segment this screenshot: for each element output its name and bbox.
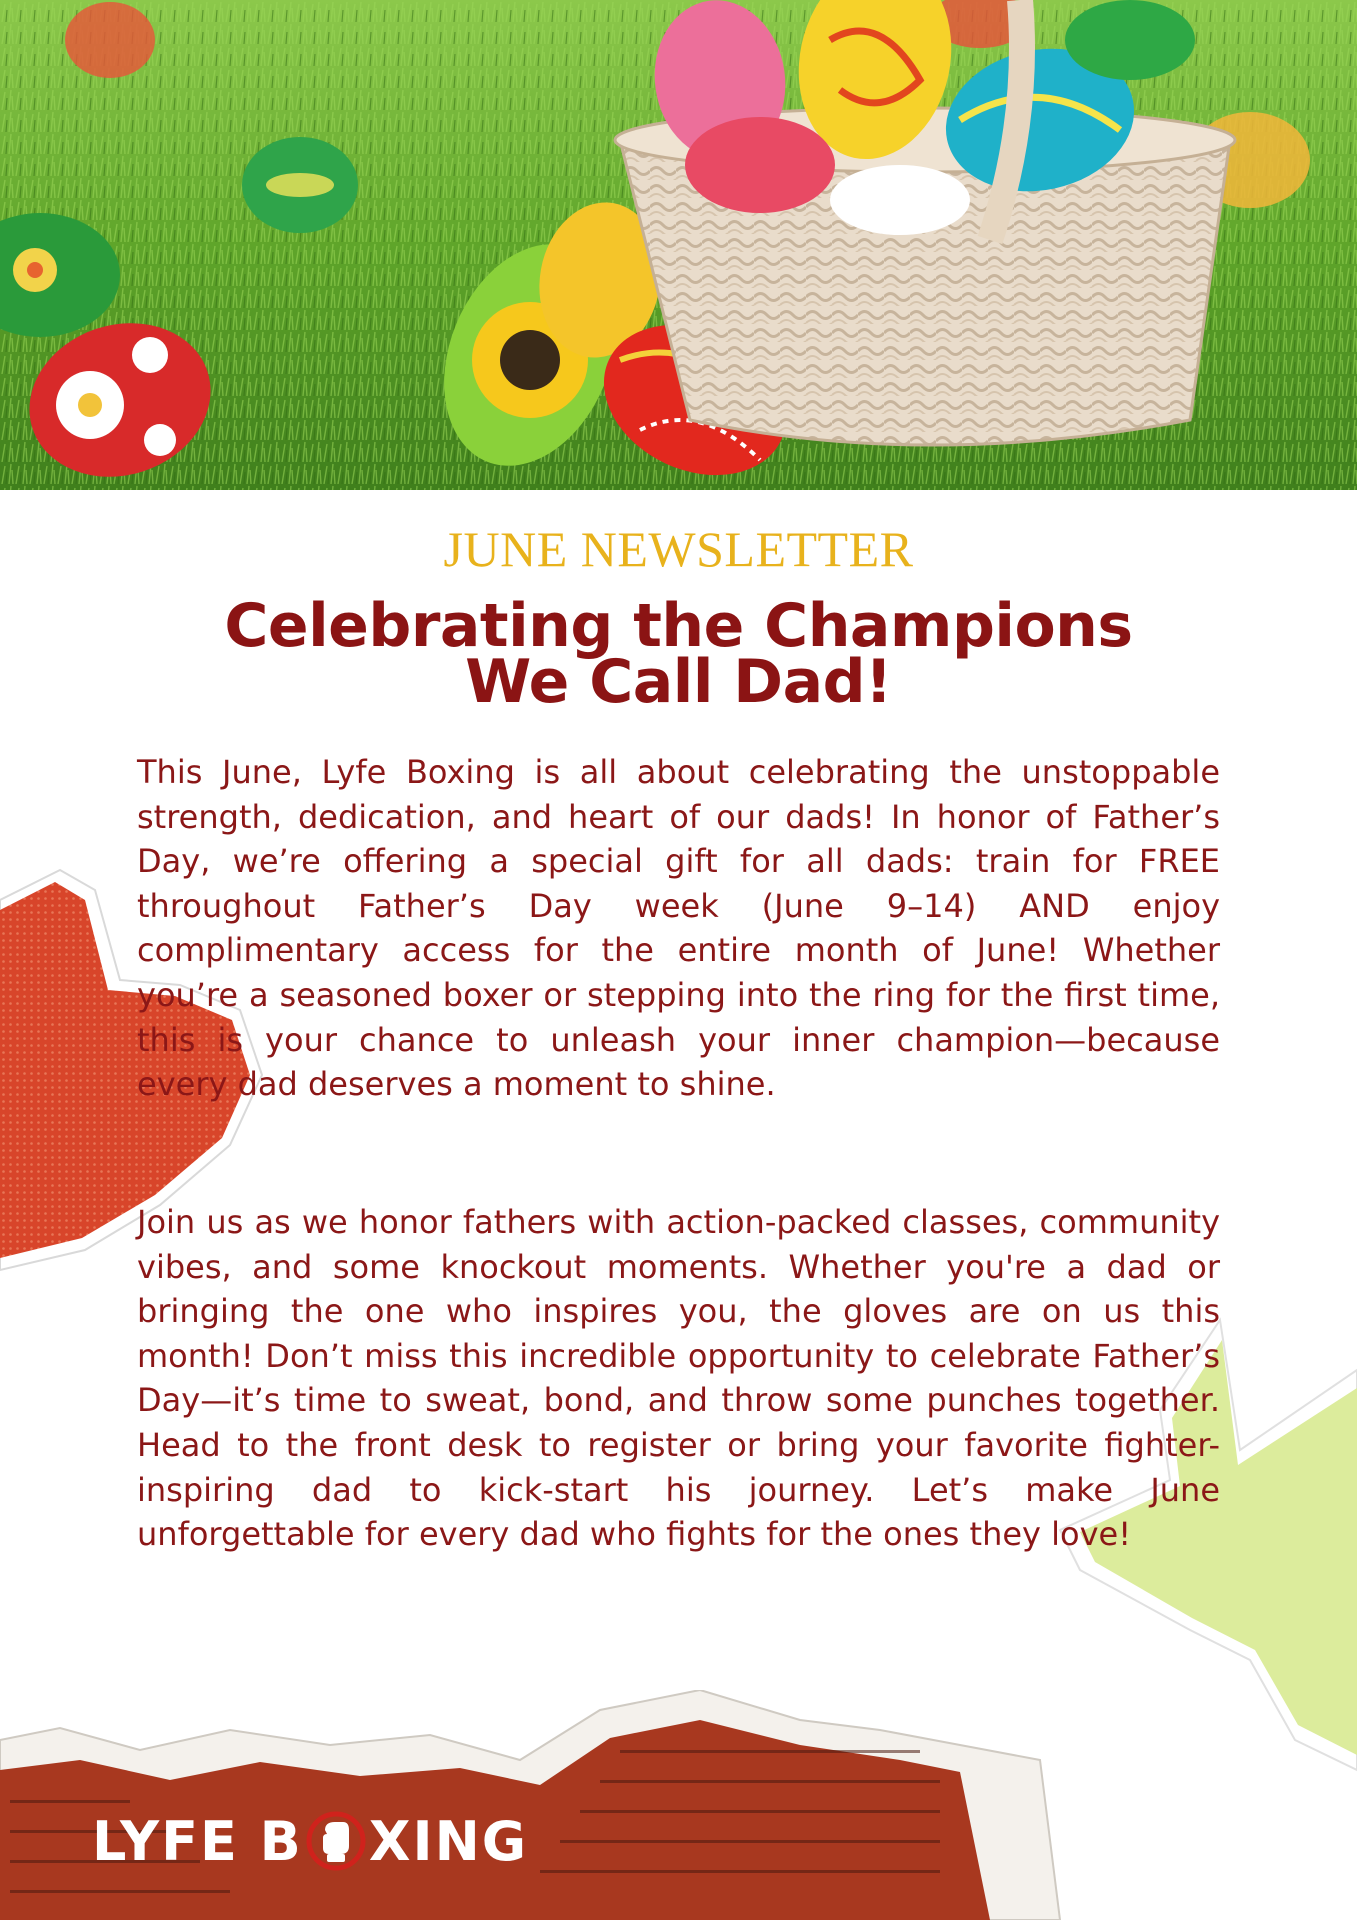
body-paragraph-1: This June, Lyfe Boxing is all about celebrating the unstoppable strength, dedication, and heart of our dads! In honor of Father’s Day, we’re offering a special gift for all dads: train for FREE throughout Father’s Day week (June 9–14) AND enjoy complimentary access for the entire month of June! Whether you’re a seasoned boxer or stepping into the ring for the first time, this is your chance to unleash your inner champion—because every dad deserves a moment to shine. [137, 753, 1220, 1104]
logo-text-end: XING [368, 1809, 529, 1873]
hero-image-easter-eggs [0, 0, 1357, 490]
title-line-1: Celebrating the Champions [224, 591, 1133, 661]
lyfe-boxing-logo [92, 1806, 528, 1876]
newsletter-kicker: JUNE NEWSLETTER [443, 521, 914, 577]
body-paragraph-2: Join us as we honor fathers with action-packed classes, community vibes, and some knockout moments. Whether you're a dad or bringing the one who inspires you, the gloves are on us this month! Don’t miss this incredible opportunity to celebrate Father’s Day—it’s time to sweat, bond, and throw some punches together. Head to the front desk to register or bring your favorite fighter-inspiring dad to kick-start his journey. Let’s make June unforgettable for every dad who fights for the ones they love! [137, 1203, 1220, 1554]
newsletter-title [100, 591, 1257, 717]
torn-paper-newsprint-strip-decoration [0, 1690, 1357, 1920]
boxing-glove-icon [305, 1810, 367, 1872]
title-line-2: We Call Dad! [465, 647, 892, 717]
logo-text-start: LYFE B [92, 1809, 303, 1873]
